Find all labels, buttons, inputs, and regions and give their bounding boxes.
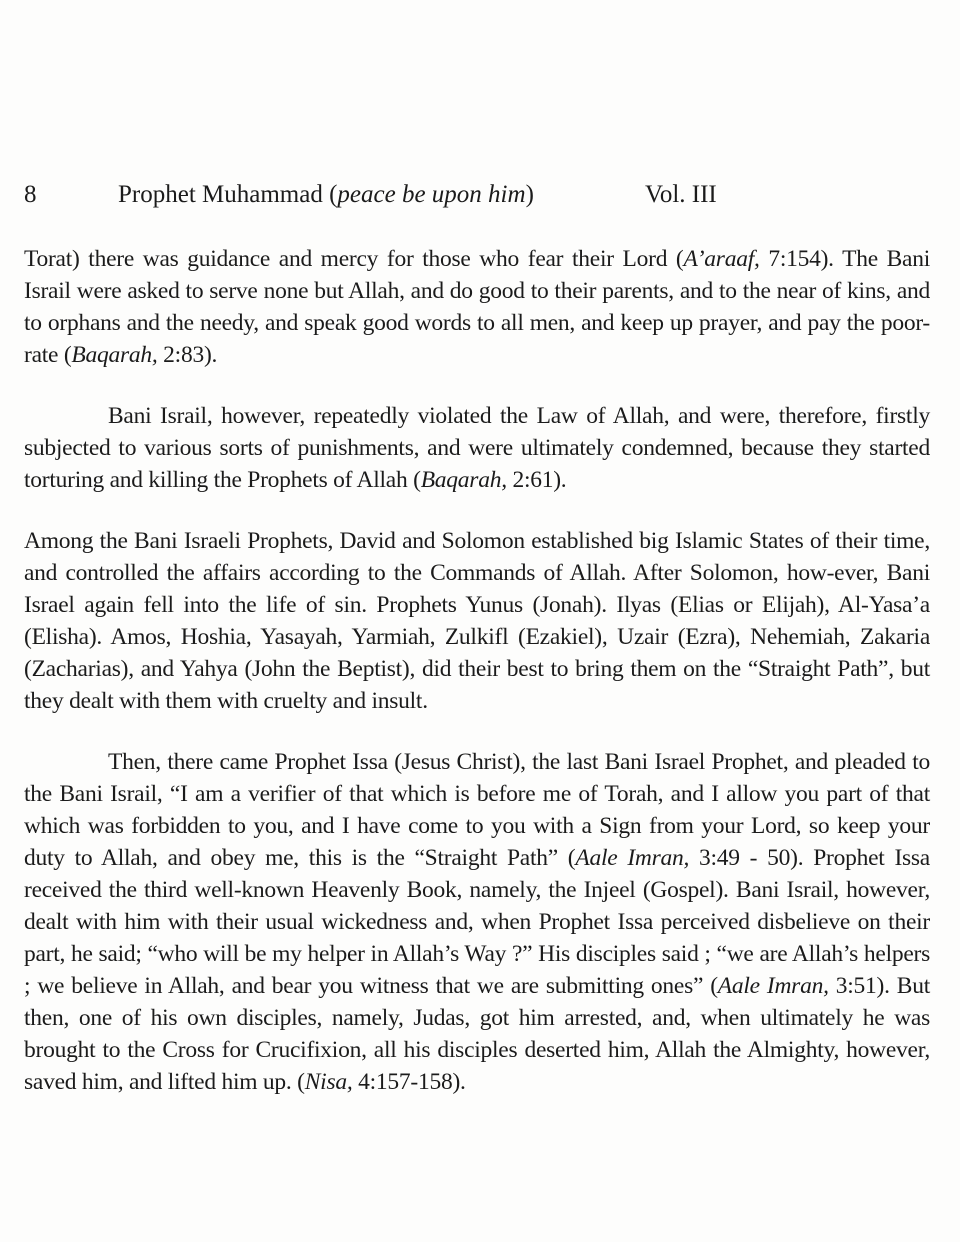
page-number: 8 xyxy=(24,181,37,208)
italic-run: peace be upon him xyxy=(337,181,526,208)
text-run: 3:51). But then, one of his own disciples, namely, Judas, got him arrested, and, when ultimately he was brought to the Cross for Crucifixion, all his disciples deserted him, Allah the Almighty, however, saved him, and lifted him up. ( xyxy=(24,973,930,1095)
text-run: Torat) there was guidance and mercy for those who fear their Lord ( xyxy=(24,246,684,272)
page-body xyxy=(24,243,930,1098)
italic-run: Aale Imran, xyxy=(717,973,829,999)
paragraph xyxy=(24,400,930,496)
text-run: 2:83). xyxy=(157,342,218,368)
running-title xyxy=(118,180,534,210)
italic-run: Baqarah, xyxy=(420,467,507,493)
paragraph xyxy=(24,525,930,717)
text-run: Bani Israil, however, repeatedly violated the Law of Allah, and were, therefore, firstly subjected to various sorts of punishments, and were ultimately condemned, because they started torturing and killing the Prophets of Allah ( xyxy=(24,403,930,493)
text-run: ) xyxy=(525,181,534,208)
italic-run: Nisa, xyxy=(304,1069,353,1095)
volume-label: Vol. III xyxy=(645,181,717,208)
text-run: Prophet Muhammad ( xyxy=(118,181,338,208)
text-run: Then, there came Prophet Issa (Jesus Christ), the last Bani Israel Prophet, and pleaded to the Bani Israil, “I am a verifier of that which is before me of Torah, and I allow you part of that which was forbidden to you, and I have come to you with a Sign from your Lord, so keep your duty to Allah, and obey me, this is the “Straight Path” ( xyxy=(24,749,930,871)
italic-run: Aale Imran, xyxy=(575,845,690,871)
text-run: 4:157-158). xyxy=(352,1069,466,1095)
paragraph xyxy=(24,243,930,371)
paragraph xyxy=(24,746,930,1098)
text-run: 7:154). The Bani Israil were asked to serve none but Allah, and do good to their parents, and to the near of kins, and to orphans and the needy, and speak good words to all men, and keep up prayer, and pay the poor-rate ( xyxy=(24,246,930,368)
italic-run: Baqarah, xyxy=(71,342,158,368)
italic-run: A’araaf, xyxy=(683,246,760,272)
text-run: 2:61). xyxy=(506,467,567,493)
text-run: 3:49 - 50). Prophet Issa received the third well-known Heavenly Book, namely, the Injeel (Gospel). Bani Israil, however, dealt with him with their usual wickedness and, when Prophet Issa perceived disbelieve on their part, he said; “who will be my helper in Allah’s Way ?” His disciples said ; “we are Allah’s helpers ; we believe in Allah, and bear you witness that we are submitting ones” ( xyxy=(24,845,930,999)
page-header xyxy=(24,180,930,210)
text-run: Among the Bani Israeli Prophets, David and Solomon established big Islamic States of their time, and controlled the affairs according to the Commands of Allah. After Solomon, how-ever, Bani Israel again fell into the life of sin. Prophets Yunus (Jonah). Ilyas (Elias or Elijah), Al-Yasa’a (Elisha). Amos, Hoshia, Yasayah, Yarmiah, Zulkifl (Ezakiel), Uzair (Ezra), Nehemiah, Zakaria (Zacharias), and Yahya (John the Beptist), did their best to bring them on the “Straight Path”, but they dealt with them with cruelty and insult. xyxy=(24,528,930,714)
